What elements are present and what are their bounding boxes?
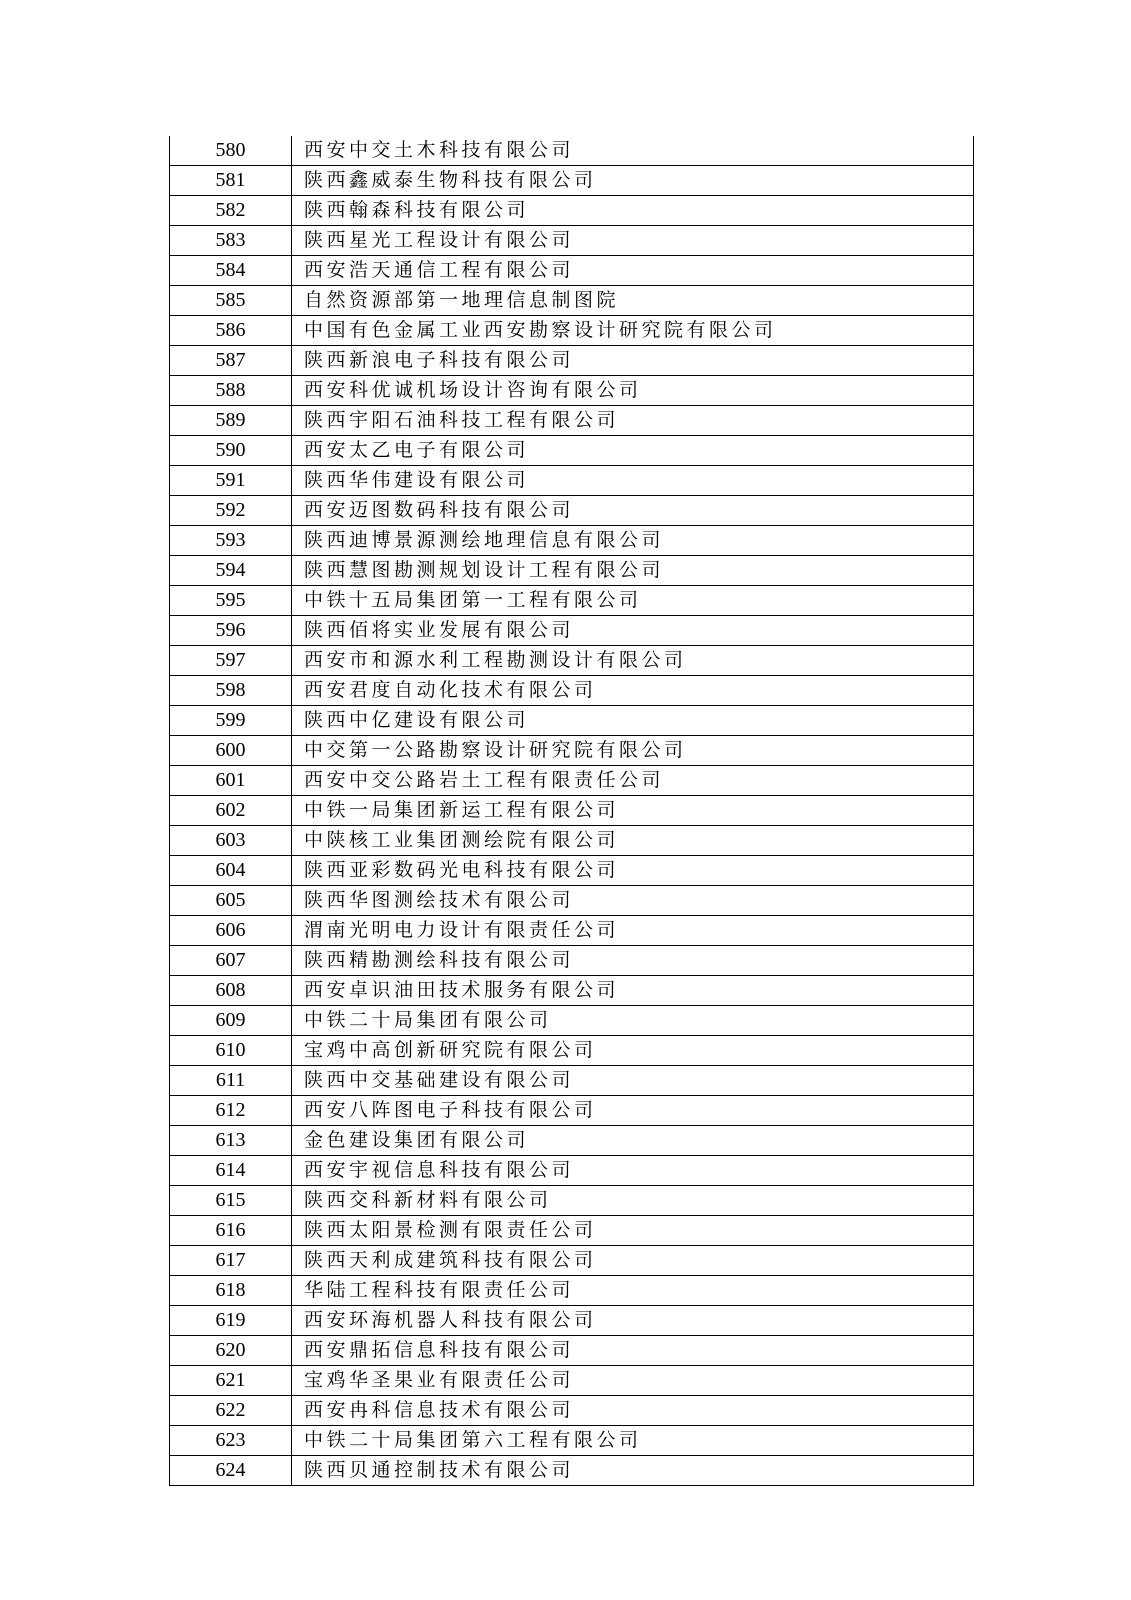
company-name: 陕西新浪电子科技有限公司 xyxy=(292,346,974,376)
company-name: 中陕核工业集团测绘院有限公司 xyxy=(292,826,974,856)
row-number: 581 xyxy=(170,166,292,196)
company-name: 陕西亚彩数码光电科技有限公司 xyxy=(292,856,974,886)
table-row xyxy=(170,436,974,466)
row-number: 621 xyxy=(170,1366,292,1396)
company-name: 金色建设集团有限公司 xyxy=(292,1126,974,1156)
row-number: 599 xyxy=(170,706,292,736)
company-name: 西安市和源水利工程勘测设计有限公司 xyxy=(292,646,974,676)
table-row xyxy=(170,1036,974,1066)
company-name: 陕西贝通控制技术有限公司 xyxy=(292,1456,974,1486)
company-name: 陕西星光工程设计有限公司 xyxy=(292,226,974,256)
company-name: 中国有色金属工业西安勘察设计研究院有限公司 xyxy=(292,316,974,346)
table-row xyxy=(170,196,974,226)
row-number: 609 xyxy=(170,1006,292,1036)
table-row xyxy=(170,226,974,256)
table-row xyxy=(170,166,974,196)
company-name: 中铁一局集团新运工程有限公司 xyxy=(292,796,974,826)
table-row xyxy=(170,946,974,976)
company-name: 西安冉科信息技术有限公司 xyxy=(292,1396,974,1426)
company-name: 陕西太阳景检测有限责任公司 xyxy=(292,1216,974,1246)
row-number: 601 xyxy=(170,766,292,796)
table-row xyxy=(170,556,974,586)
row-number: 603 xyxy=(170,826,292,856)
company-name: 华陆工程科技有限责任公司 xyxy=(292,1276,974,1306)
row-number: 593 xyxy=(170,526,292,556)
table-row xyxy=(170,286,974,316)
company-name: 西安科优诚机场设计咨询有限公司 xyxy=(292,376,974,406)
company-name: 西安八阵图电子科技有限公司 xyxy=(292,1096,974,1126)
table-row xyxy=(170,1126,974,1156)
company-name: 陕西翰森科技有限公司 xyxy=(292,196,974,226)
row-number: 613 xyxy=(170,1126,292,1156)
row-number: 607 xyxy=(170,946,292,976)
company-name: 宝鸡中高创新研究院有限公司 xyxy=(292,1036,974,1066)
table-row xyxy=(170,1216,974,1246)
table-row xyxy=(170,586,974,616)
row-number: 614 xyxy=(170,1156,292,1186)
table-row xyxy=(170,826,974,856)
company-name: 陕西迪博景源测绘地理信息有限公司 xyxy=(292,526,974,556)
table-row xyxy=(170,1426,974,1456)
table-row xyxy=(170,1396,974,1426)
company-name: 西安迈图数码科技有限公司 xyxy=(292,496,974,526)
table-row xyxy=(170,736,974,766)
row-number: 580 xyxy=(170,136,292,166)
table-row xyxy=(170,1456,974,1486)
row-number: 597 xyxy=(170,646,292,676)
company-name: 中铁二十局集团第六工程有限公司 xyxy=(292,1426,974,1456)
row-number: 594 xyxy=(170,556,292,586)
company-name: 宝鸡华圣果业有限责任公司 xyxy=(292,1366,974,1396)
company-name: 西安中交土木科技有限公司 xyxy=(292,136,974,166)
row-number: 583 xyxy=(170,226,292,256)
company-list-body xyxy=(170,136,974,1486)
company-name: 陕西佰将实业发展有限公司 xyxy=(292,616,974,646)
company-name: 西安君度自动化技术有限公司 xyxy=(292,676,974,706)
table-row xyxy=(170,1306,974,1336)
table-row xyxy=(170,766,974,796)
table-row xyxy=(170,1156,974,1186)
row-number: 600 xyxy=(170,736,292,766)
row-number: 608 xyxy=(170,976,292,1006)
company-name: 西安中交公路岩土工程有限责任公司 xyxy=(292,766,974,796)
table-row xyxy=(170,886,974,916)
row-number: 591 xyxy=(170,466,292,496)
company-name: 自然资源部第一地理信息制图院 xyxy=(292,286,974,316)
table-row xyxy=(170,976,974,1006)
company-name: 中铁二十局集团有限公司 xyxy=(292,1006,974,1036)
company-name: 陕西鑫威泰生物科技有限公司 xyxy=(292,166,974,196)
company-name: 中交第一公路勘察设计研究院有限公司 xyxy=(292,736,974,766)
row-number: 587 xyxy=(170,346,292,376)
table-row xyxy=(170,1336,974,1366)
table-row xyxy=(170,616,974,646)
table-row xyxy=(170,136,974,166)
row-number: 619 xyxy=(170,1306,292,1336)
table-row xyxy=(170,1066,974,1096)
row-number: 602 xyxy=(170,796,292,826)
row-number: 592 xyxy=(170,496,292,526)
table-row xyxy=(170,916,974,946)
table-row xyxy=(170,496,974,526)
row-number: 612 xyxy=(170,1096,292,1126)
table-row xyxy=(170,646,974,676)
row-number: 606 xyxy=(170,916,292,946)
table-row xyxy=(170,1096,974,1126)
row-number: 582 xyxy=(170,196,292,226)
row-number: 590 xyxy=(170,436,292,466)
table-row xyxy=(170,376,974,406)
company-name: 西安环海机器人科技有限公司 xyxy=(292,1306,974,1336)
company-name: 陕西精勘测绘科技有限公司 xyxy=(292,946,974,976)
table-row xyxy=(170,316,974,346)
table-row xyxy=(170,796,974,826)
company-name: 西安鼎拓信息科技有限公司 xyxy=(292,1336,974,1366)
row-number: 620 xyxy=(170,1336,292,1366)
row-number: 584 xyxy=(170,256,292,286)
company-name: 陕西华伟建设有限公司 xyxy=(292,466,974,496)
row-number: 615 xyxy=(170,1186,292,1216)
row-number: 617 xyxy=(170,1246,292,1276)
table-row xyxy=(170,1366,974,1396)
row-number: 622 xyxy=(170,1396,292,1426)
row-number: 624 xyxy=(170,1456,292,1486)
table-row xyxy=(170,856,974,886)
table-row xyxy=(170,706,974,736)
company-name: 西安宇视信息科技有限公司 xyxy=(292,1156,974,1186)
row-number: 598 xyxy=(170,676,292,706)
company-name: 陕西慧图勘测规划设计工程有限公司 xyxy=(292,556,974,586)
row-number: 618 xyxy=(170,1276,292,1306)
company-name: 陕西宇阳石油科技工程有限公司 xyxy=(292,406,974,436)
row-number: 605 xyxy=(170,886,292,916)
company-name: 中铁十五局集团第一工程有限公司 xyxy=(292,586,974,616)
row-number: 611 xyxy=(170,1066,292,1096)
table-row xyxy=(170,346,974,376)
company-name: 渭南光明电力设计有限责任公司 xyxy=(292,916,974,946)
company-name: 陕西中交基础建设有限公司 xyxy=(292,1066,974,1096)
row-number: 596 xyxy=(170,616,292,646)
row-number: 610 xyxy=(170,1036,292,1066)
table-row xyxy=(170,1276,974,1306)
table-row xyxy=(170,676,974,706)
company-name: 西安浩天通信工程有限公司 xyxy=(292,256,974,286)
row-number: 588 xyxy=(170,376,292,406)
row-number: 616 xyxy=(170,1216,292,1246)
row-number: 604 xyxy=(170,856,292,886)
row-number: 585 xyxy=(170,286,292,316)
company-list-table xyxy=(169,136,974,1486)
table-row xyxy=(170,466,974,496)
company-name: 陕西交科新材料有限公司 xyxy=(292,1186,974,1216)
table-row xyxy=(170,526,974,556)
table-row xyxy=(170,1186,974,1216)
row-number: 586 xyxy=(170,316,292,346)
table-row xyxy=(170,1246,974,1276)
table-row xyxy=(170,256,974,286)
company-name: 陕西华图测绘技术有限公司 xyxy=(292,886,974,916)
row-number: 595 xyxy=(170,586,292,616)
company-name: 陕西天利成建筑科技有限公司 xyxy=(292,1246,974,1276)
table-row xyxy=(170,406,974,436)
company-name: 西安太乙电子有限公司 xyxy=(292,436,974,466)
row-number: 589 xyxy=(170,406,292,436)
row-number: 623 xyxy=(170,1426,292,1456)
company-name: 西安卓识油田技术服务有限公司 xyxy=(292,976,974,1006)
table-row xyxy=(170,1006,974,1036)
company-name: 陕西中亿建设有限公司 xyxy=(292,706,974,736)
